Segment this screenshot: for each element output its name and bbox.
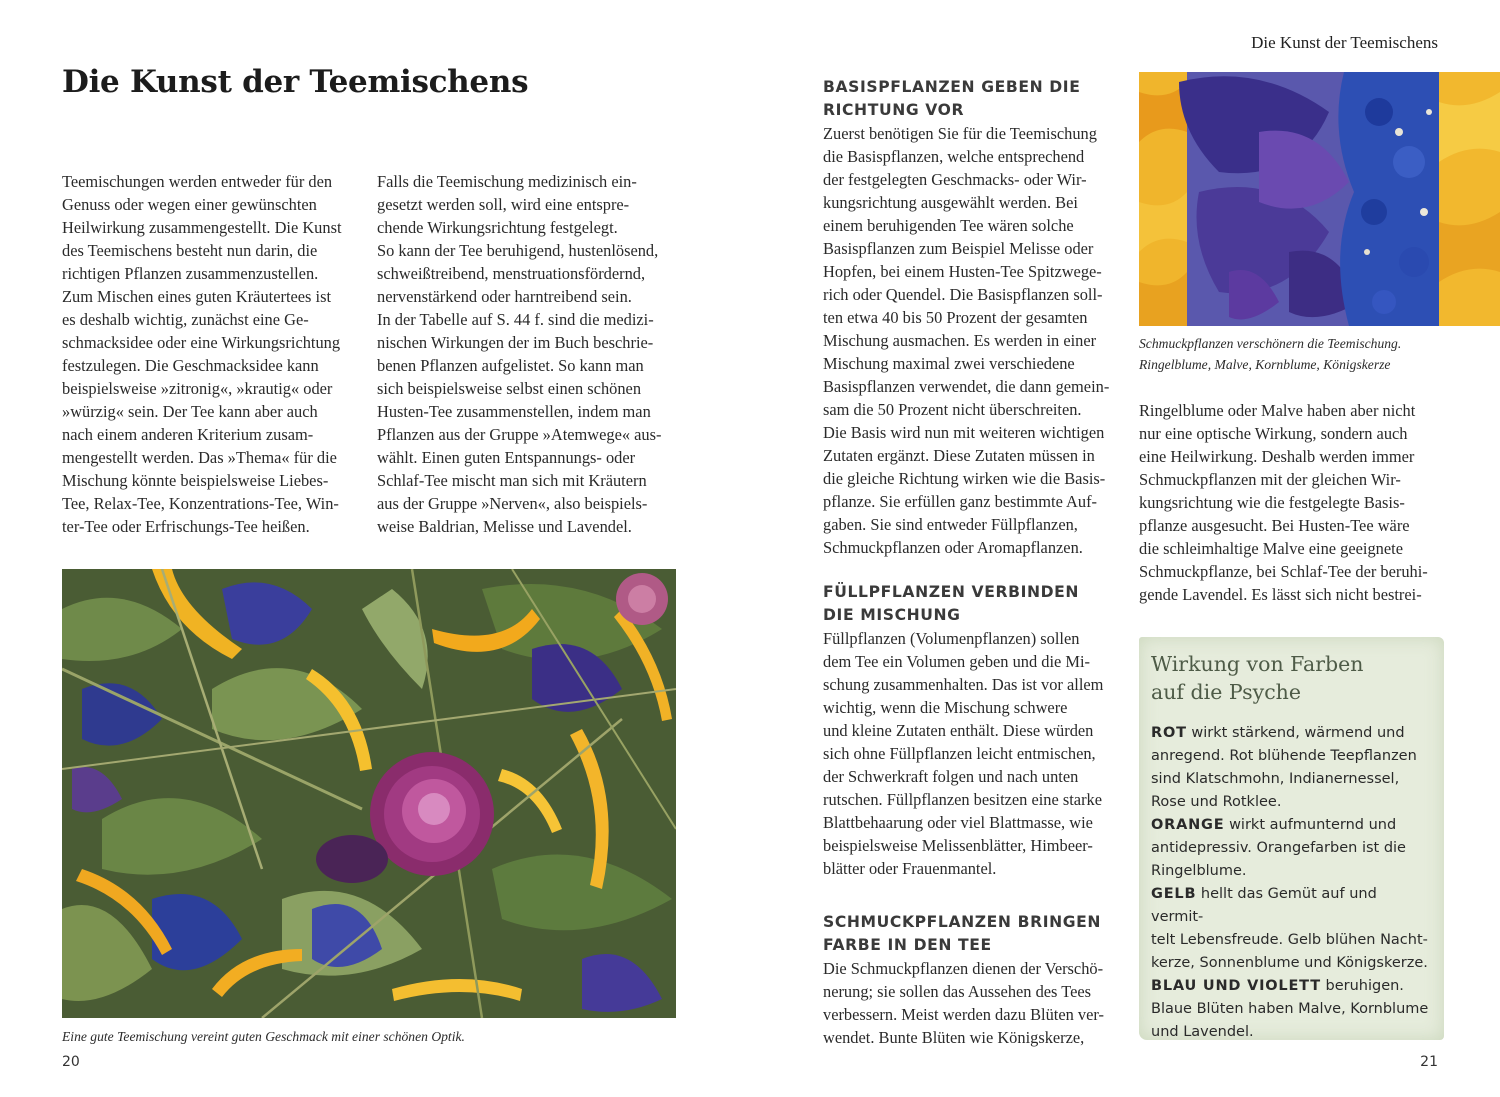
text-line: sam die 50 Prozent nicht überschreiten. (823, 400, 1082, 419)
color-key-orange: ORANGE (1151, 817, 1225, 833)
text-line: nur eine optische Wirkung, sondern auch (1139, 424, 1408, 443)
text-line: So kann der Tee beruhigend, hustenlösend, (377, 241, 659, 260)
text-line: und kleine Zutaten enthält. Diese würden (823, 721, 1094, 740)
color-psychology-infobox (1139, 637, 1444, 1040)
info-line: Rose und Rotklee. (1151, 794, 1282, 810)
flower-petals-photo (1139, 72, 1500, 326)
page-number: 21 (1420, 1054, 1438, 1070)
text-line: beispielsweise »zitronig«, »krautig« oder (62, 379, 333, 398)
text-line: Pflanzen aus der Gruppe »Atemwege« aus- (377, 425, 662, 444)
text-line: weise Baldrian, Melisse und Lavendel. (377, 517, 632, 536)
text-line: ten etwa 40 bis 50 Prozent der gesamten (823, 308, 1088, 327)
text-line: gesetzt werden soll, wird eine entspre- (377, 195, 630, 214)
text-line: »würzig« sein. Der Tee kann aber auch (62, 402, 318, 421)
text-line: Husten-Tee zusammenstellen, indem man (377, 402, 651, 421)
text-line: Schmuckpflanze, bei Schlaf-Tee der beruhi- (1139, 562, 1428, 581)
text-line: Zutaten ergänzt. Diese Zutaten müssen in (823, 446, 1095, 465)
text-line: Füllpflanzen (Volumenpflanzen) sollen (823, 629, 1080, 648)
text-line: pflanze. Sie erfüllen ganz bestimmte Auf- (823, 492, 1097, 511)
text-line: wendet. Bunte Blüten wie Königskerze, (823, 1028, 1085, 1047)
info-line: Ringelblume. (1151, 863, 1247, 879)
side-photo-caption (1139, 333, 1449, 375)
text-line: des Teemischens besteht nun darin, die (62, 241, 318, 260)
text-line: kungsrichtung wie die festgelegte Basis- (1139, 493, 1405, 512)
section-heading (823, 581, 1123, 627)
text-line: schweißtreibend, menstruationsfördernd, (377, 264, 646, 283)
text-line: nischen Wirkungen der im Buch beschrie- (377, 333, 654, 352)
text-line: gaben. Sie sind entweder Füllpflanzen, (823, 515, 1078, 534)
color-key-blue-violet: BLAU UND VIOLETT (1151, 978, 1321, 994)
text-line: Falls die Teemischung medizinisch ein- (377, 172, 637, 191)
text-line: aus der Gruppe »Nerven«, also beispiels- (377, 494, 648, 513)
chapter-title: Die Kunst der Teemischens (62, 64, 529, 100)
text-line: kungsrichtung ausgewählt werden. Bei (823, 193, 1078, 212)
title-line: auf die Psyche (1151, 680, 1302, 704)
text-line: sich ohne Füllpflanzen leicht entmischen, (823, 744, 1096, 763)
right-page (750, 0, 1500, 1097)
text-line: chende Wirkungsrichtung festgelegt. (377, 218, 618, 237)
text-line: nach einem anderen Kriterium zusam- (62, 425, 314, 444)
text-line: Schlaf-Tee mischt man sich mit Kräutern (377, 471, 647, 490)
info-line: antidepressiv. Orangefarben ist die (1151, 840, 1406, 856)
text-line: pflanze ausgesucht. Bei Husten-Tee wäre (1139, 516, 1410, 535)
text-line: einem beruhigenden Tee wären solche (823, 216, 1074, 235)
text-line: Ringelblume oder Malve haben aber nicht (1139, 401, 1416, 420)
text-line: benen Pflanzen aufgelistet. So kann man (377, 356, 644, 375)
section-heading (823, 76, 1123, 122)
body-column-right-2 (1139, 399, 1439, 606)
text-line: der Schwerkraft folgen und nach unten (823, 767, 1079, 786)
infobox-body (1151, 722, 1432, 1044)
text-line: nerung; sie sollen das Aussehen des Tees (823, 982, 1092, 1001)
text-line: Blattbehaarung oder viel Blattmasse, wie (823, 813, 1093, 832)
text-line: Zum Mischen eines guten Kräutertees ist (62, 287, 332, 306)
heading-line: RICHTUNG VOR (823, 101, 965, 119)
text-line: Die Schmuckpflanzen dienen der Verschö- (823, 959, 1104, 978)
text-line: wichtig, wenn die Mischung schwere (823, 698, 1068, 717)
text-line: dem Tee ein Volumen geben und die Mi- (823, 652, 1090, 671)
text-line: In der Tabelle auf S. 44 f. sind die medizi- (377, 310, 654, 329)
heading-line: BASISPFLANZEN GEBEN DIE (823, 78, 1081, 96)
caption-line: Ringelblume, Malve, Kornblume, Königskerze (1139, 357, 1391, 372)
text-line: Teemischungen werden entweder für den (62, 172, 333, 191)
text-line: Schmuckpflanzen mit der gleichen Wir- (1139, 470, 1401, 489)
title-line: Wirkung von Farben (1151, 652, 1364, 676)
body-column-right-1 (823, 76, 1123, 1049)
text-line: Mischung ausmachen. Es werden in einer (823, 331, 1097, 350)
text-line: Mischung maximal zwei verschiedene (823, 354, 1075, 373)
text-line: rutschen. Füllpflanzen besitzen eine starke (823, 790, 1102, 809)
text-line: richtigen Pflanzen zusammenzustellen. (62, 264, 319, 283)
text-line: Schmuckpflanzen oder Aromapflanzen. (823, 538, 1083, 557)
heading-line: SCHMUCKPFLANZEN BRINGEN (823, 913, 1102, 931)
text-line: sich beispielsweise selbst einen schönen (377, 379, 642, 398)
body-column-left-1 (62, 170, 362, 538)
text-line: der festgelegten Geschmacks- oder Wir- (823, 170, 1087, 189)
info-line: GELB hellt das Gemüt auf und vermit- (1151, 886, 1377, 925)
info-line: BLAU UND VIOLETT beruhigen. (1151, 978, 1404, 994)
text-line: nervenstärkend oder harntreibend sein. (377, 287, 632, 306)
text-line: Hopfen, bei einem Husten-Tee Spitzwege- (823, 262, 1102, 281)
text-line: mengestellt werden. Das »Thema« für die (62, 448, 337, 467)
photo-caption: Eine gute Teemischung vereint guten Geschmack mit einer schönen Optik. (62, 1029, 465, 1044)
text-line: schmacksidee oder eine Wirkungsrichtung (62, 333, 341, 352)
text-line: es deshalb wichtig, zunächst eine Ge- (62, 310, 309, 329)
text-line: Genuss oder wegen einer gewünschten (62, 195, 317, 214)
text-line: die Basispflanzen, welche entsprechend (823, 147, 1085, 166)
infobox-title (1151, 650, 1432, 706)
text-line: Mischung könnte beispielsweise Liebes- (62, 471, 329, 490)
text-line: blätter oder Frauenmantel. (823, 859, 997, 878)
text-line: die schleimhaltige Malve eine geeignete (1139, 539, 1403, 558)
text-line: Die Basis wird nun mit weiteren wichtigen (823, 423, 1105, 442)
heading-line: FÜLLPFLANZEN VERBINDEN (823, 583, 1080, 601)
info-line: anregend. Rot blühende Teepflanzen (1151, 748, 1417, 764)
info-line: telt Lebensfreude. Gelb blühen Nacht- (1151, 932, 1428, 948)
heading-line: FARBE IN DEN TEE (823, 936, 992, 954)
running-head: Die Kunst der Teemischens (1251, 33, 1438, 52)
text-line: Zuerst benötigen Sie für die Teemischung (823, 124, 1097, 143)
text-line: beispielsweise Melissenblätter, Himbeer- (823, 836, 1093, 855)
color-key-yellow: GELB (1151, 886, 1197, 902)
body-column-left-2 (377, 170, 677, 538)
text-line: Heilwirkung zusammengestellt. Die Kunst (62, 218, 342, 237)
caption-line: Schmuckpflanzen verschönern die Teemischung. (1139, 336, 1402, 351)
page-number: 20 (62, 1054, 80, 1070)
text-line: rich oder Quendel. Die Basispflanzen soll- (823, 285, 1103, 304)
text-line: eine Heilwirkung. Deshalb werden immer (1139, 447, 1415, 466)
text-line: ter-Tee oder Erfrischungs-Tee heißen. (62, 517, 310, 536)
info-line: ROT wirkt stärkend, wärmend und (1151, 725, 1405, 741)
text-line: Basispflanzen zum Beispiel Melisse oder (823, 239, 1094, 258)
section-heading (823, 911, 1123, 957)
tea-mixture-photo (62, 569, 676, 1018)
text-line: verbessern. Meist werden dazu Blüten ver- (823, 1005, 1104, 1024)
info-line: kerze, Sonnenblume und Königskerze. (1151, 955, 1428, 971)
text-line: gende Lavendel. Es lässt sich nicht bestrei- (1139, 585, 1422, 604)
heading-line: DIE MISCHUNG (823, 606, 961, 624)
text-line: Basispflanzen verwendet, die dann gemein- (823, 377, 1110, 396)
text-line: wählt. Einen guten Entspannungs- oder (377, 448, 636, 467)
info-line: Blaue Blüten haben Malve, Kornblume (1151, 1001, 1429, 1017)
text-line: Tee, Relax-Tee, Konzentrations-Tee, Win- (62, 494, 339, 513)
text-line: schung zusammenhalten. Das ist vor allem (823, 675, 1104, 694)
info-line: sind Klatschmohn, Indianernessel, (1151, 771, 1400, 787)
info-line: ORANGE wirkt aufmunternd und (1151, 817, 1397, 833)
text-line: festzulegen. Die Geschmacksidee kann (62, 356, 319, 375)
text-line: die gleiche Richtung wirken wie die Basis- (823, 469, 1106, 488)
color-key-red: ROT (1151, 725, 1187, 741)
info-line: und Lavendel. (1151, 1024, 1254, 1040)
